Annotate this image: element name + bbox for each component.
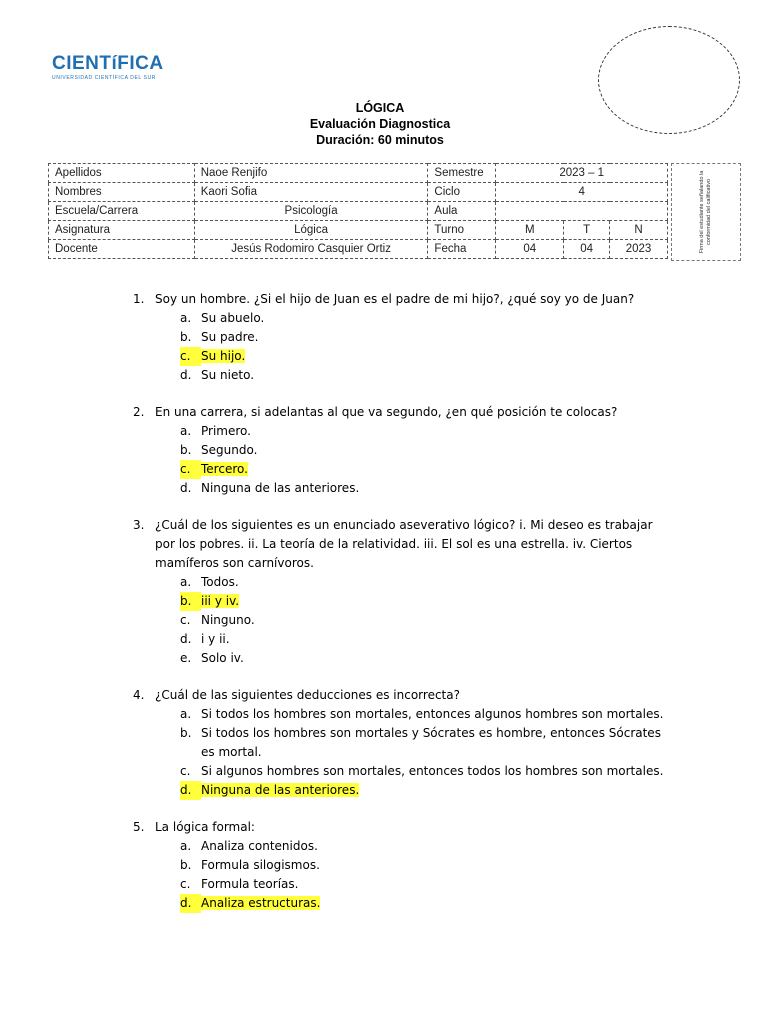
question-text: ¿Cuál de las siguientes deducciones es incorrecta? [155,688,460,702]
option [180,856,673,875]
option-letter: d. [180,894,201,913]
option-letter: b. [180,592,201,611]
exam-subtitle: Evaluación Diagnostica [309,117,451,131]
label-escuela: Escuela/Carrera [49,202,195,221]
option-text: Formula teorías. [201,877,299,891]
label-turno: Turno [428,221,496,240]
label-asignatura: Asignatura [49,221,195,240]
question-5 [133,818,673,913]
option-list [180,422,673,498]
fecha-day: 04 [496,240,564,259]
question-number: 5. [133,820,145,834]
option-text: Si todos los hombres son mortales y Sócrates es hombre, entonces Sócrates es mortal. [201,726,661,759]
fecha-year: 2023 [610,240,668,259]
question-stem [133,818,673,837]
question-stem [133,516,673,573]
option-letter: a. [180,424,192,438]
value-docente: Jesús Rodomiro Casquier Ortiz [194,240,428,259]
option [180,875,673,894]
option-text: Segundo. [201,443,258,457]
turno-m: M [496,221,564,240]
option-letter: d. [180,632,192,646]
option-text: Solo iv. [201,651,244,665]
option-letter: b. [180,443,192,457]
option-letter: a. [180,311,192,325]
question-text: La lógica formal: [155,820,255,834]
question-4 [133,686,673,800]
label-docente: Docente [49,240,195,259]
option [180,309,673,328]
label-fecha: Fecha [428,240,496,259]
option [180,724,673,762]
option [180,762,673,781]
option-letter: b. [180,726,192,740]
option-letter: b. [180,858,192,872]
row-escuela [49,202,668,221]
option-letter: d. [180,781,201,800]
option-text: Su abuelo. [201,311,265,325]
label-semestre: Semestre [428,164,496,183]
option-letter: c. [180,613,191,627]
question-1 [133,290,673,385]
option-text: Si todos los hombres son mortales, entonces algunos hombres son mortales. [201,707,664,721]
exam-title: LÓGICA [355,101,405,115]
option-letter: d. [180,368,192,382]
option-letter: d. [180,481,192,495]
question-number: 4. [133,688,145,702]
option-letter: e. [180,651,192,665]
option-letter: c. [180,347,201,366]
question-3 [133,516,673,668]
option-text: Formula silogismos. [201,858,320,872]
option [180,479,673,498]
option-highlighted [180,781,673,800]
row-nombres [49,183,668,202]
highlighted-answer: Analiza estructuras. [201,896,321,910]
value-apellidos: Naoe Renjifo [194,164,428,183]
option-text [201,347,673,366]
option-text [201,894,673,913]
option-text: Su padre. [201,330,259,344]
label-aula: Aula [428,202,496,221]
option-text [201,781,673,800]
value-asignatura: Lógica [194,221,428,240]
option [180,705,673,724]
option-list [180,573,673,668]
option [180,366,673,385]
option [180,328,673,347]
option-list [180,837,673,913]
option [180,649,673,668]
value-nombres: Kaori Sofia [194,183,428,202]
label-apellidos: Apellidos [49,164,195,183]
option [180,441,673,460]
highlighted-answer: Tercero. [201,462,248,476]
highlighted-answer: Su hijo. [201,349,246,363]
question-text: Soy un hombre. ¿Si el hijo de Juan es el padre de mi hijo?, ¿qué soy yo de Juan? [155,292,635,306]
student-info-table [48,163,668,259]
row-docente [49,240,668,259]
turno-n: N [610,221,668,240]
row-asignatura [49,221,668,240]
option [180,422,673,441]
option-text: Todos. [201,575,239,589]
option-text: Si algunos hombres son mortales, entonces todos los hombres son mortales. [201,764,664,778]
option-letter: b. [180,330,192,344]
option-text [201,460,673,479]
question-number: 3. [133,518,145,532]
option-highlighted [180,592,673,611]
question-number: 2. [133,405,145,419]
option-list [180,309,673,385]
question-list [133,290,673,931]
option-letter: c. [180,877,191,891]
value-escuela: Psicología [194,202,428,221]
highlighted-answer: Ninguna de las anteriores. [201,783,360,797]
value-aula [496,202,668,221]
option-text: Analiza contenidos. [201,839,318,853]
option-letter: a. [180,707,192,721]
option-letter: a. [180,575,192,589]
option-text: Ninguno. [201,613,255,627]
university-logo [52,54,182,81]
question-text: ¿Cuál de los siguientes es un enunciado aseverativo lógico? i. Mi deseo es trabajar por los pobres. ii. La teoría de la relatividad. iii. El sol es una estrella. iv. Ciertos mamíferos son carnívoros. [155,518,653,570]
question-2 [133,403,673,498]
fecha-month: 04 [564,240,610,259]
label-nombres: Nombres [49,183,195,202]
option [180,573,673,592]
option-highlighted [180,347,673,366]
question-stem [133,403,673,422]
question-text: En una carrera, si adelantas al que va segundo, ¿en qué posición te colocas? [155,405,618,419]
signature-note: Firma del estudiante señalando la conformidad del calificativo [699,170,712,254]
option-letter: a. [180,839,192,853]
exam-duration: Duración: 60 minutos [316,133,444,147]
option-highlighted [180,894,673,913]
option [180,837,673,856]
option-letter: c. [180,764,191,778]
option-text: Primero. [201,424,251,438]
option-text: i y ii. [201,632,230,646]
option-list [180,705,673,800]
logo-subtitle: UNIVERSIDAD CIENTÍFICA DEL SUR [52,75,156,81]
question-stem [133,686,673,705]
option [180,630,673,649]
logo-wordmark: CIENTíFICA [52,53,164,74]
value-semestre: 2023 – 1 [496,164,668,183]
question-number: 1. [133,292,145,306]
highlighted-answer: iii y iv. [201,594,240,608]
option [180,611,673,630]
label-ciclo: Ciclo [428,183,496,202]
option-text: Ninguna de las anteriores. [201,481,360,495]
signature-box [671,163,741,261]
value-ciclo: 4 [496,183,668,202]
grade-oval [598,26,740,134]
option-text [201,592,673,611]
question-stem [133,290,673,309]
turno-t: T [564,221,610,240]
option-letter: c. [180,460,201,479]
exam-header [230,100,530,148]
option-text: Su nieto. [201,368,255,382]
option-highlighted [180,460,673,479]
row-apellidos [49,164,668,183]
